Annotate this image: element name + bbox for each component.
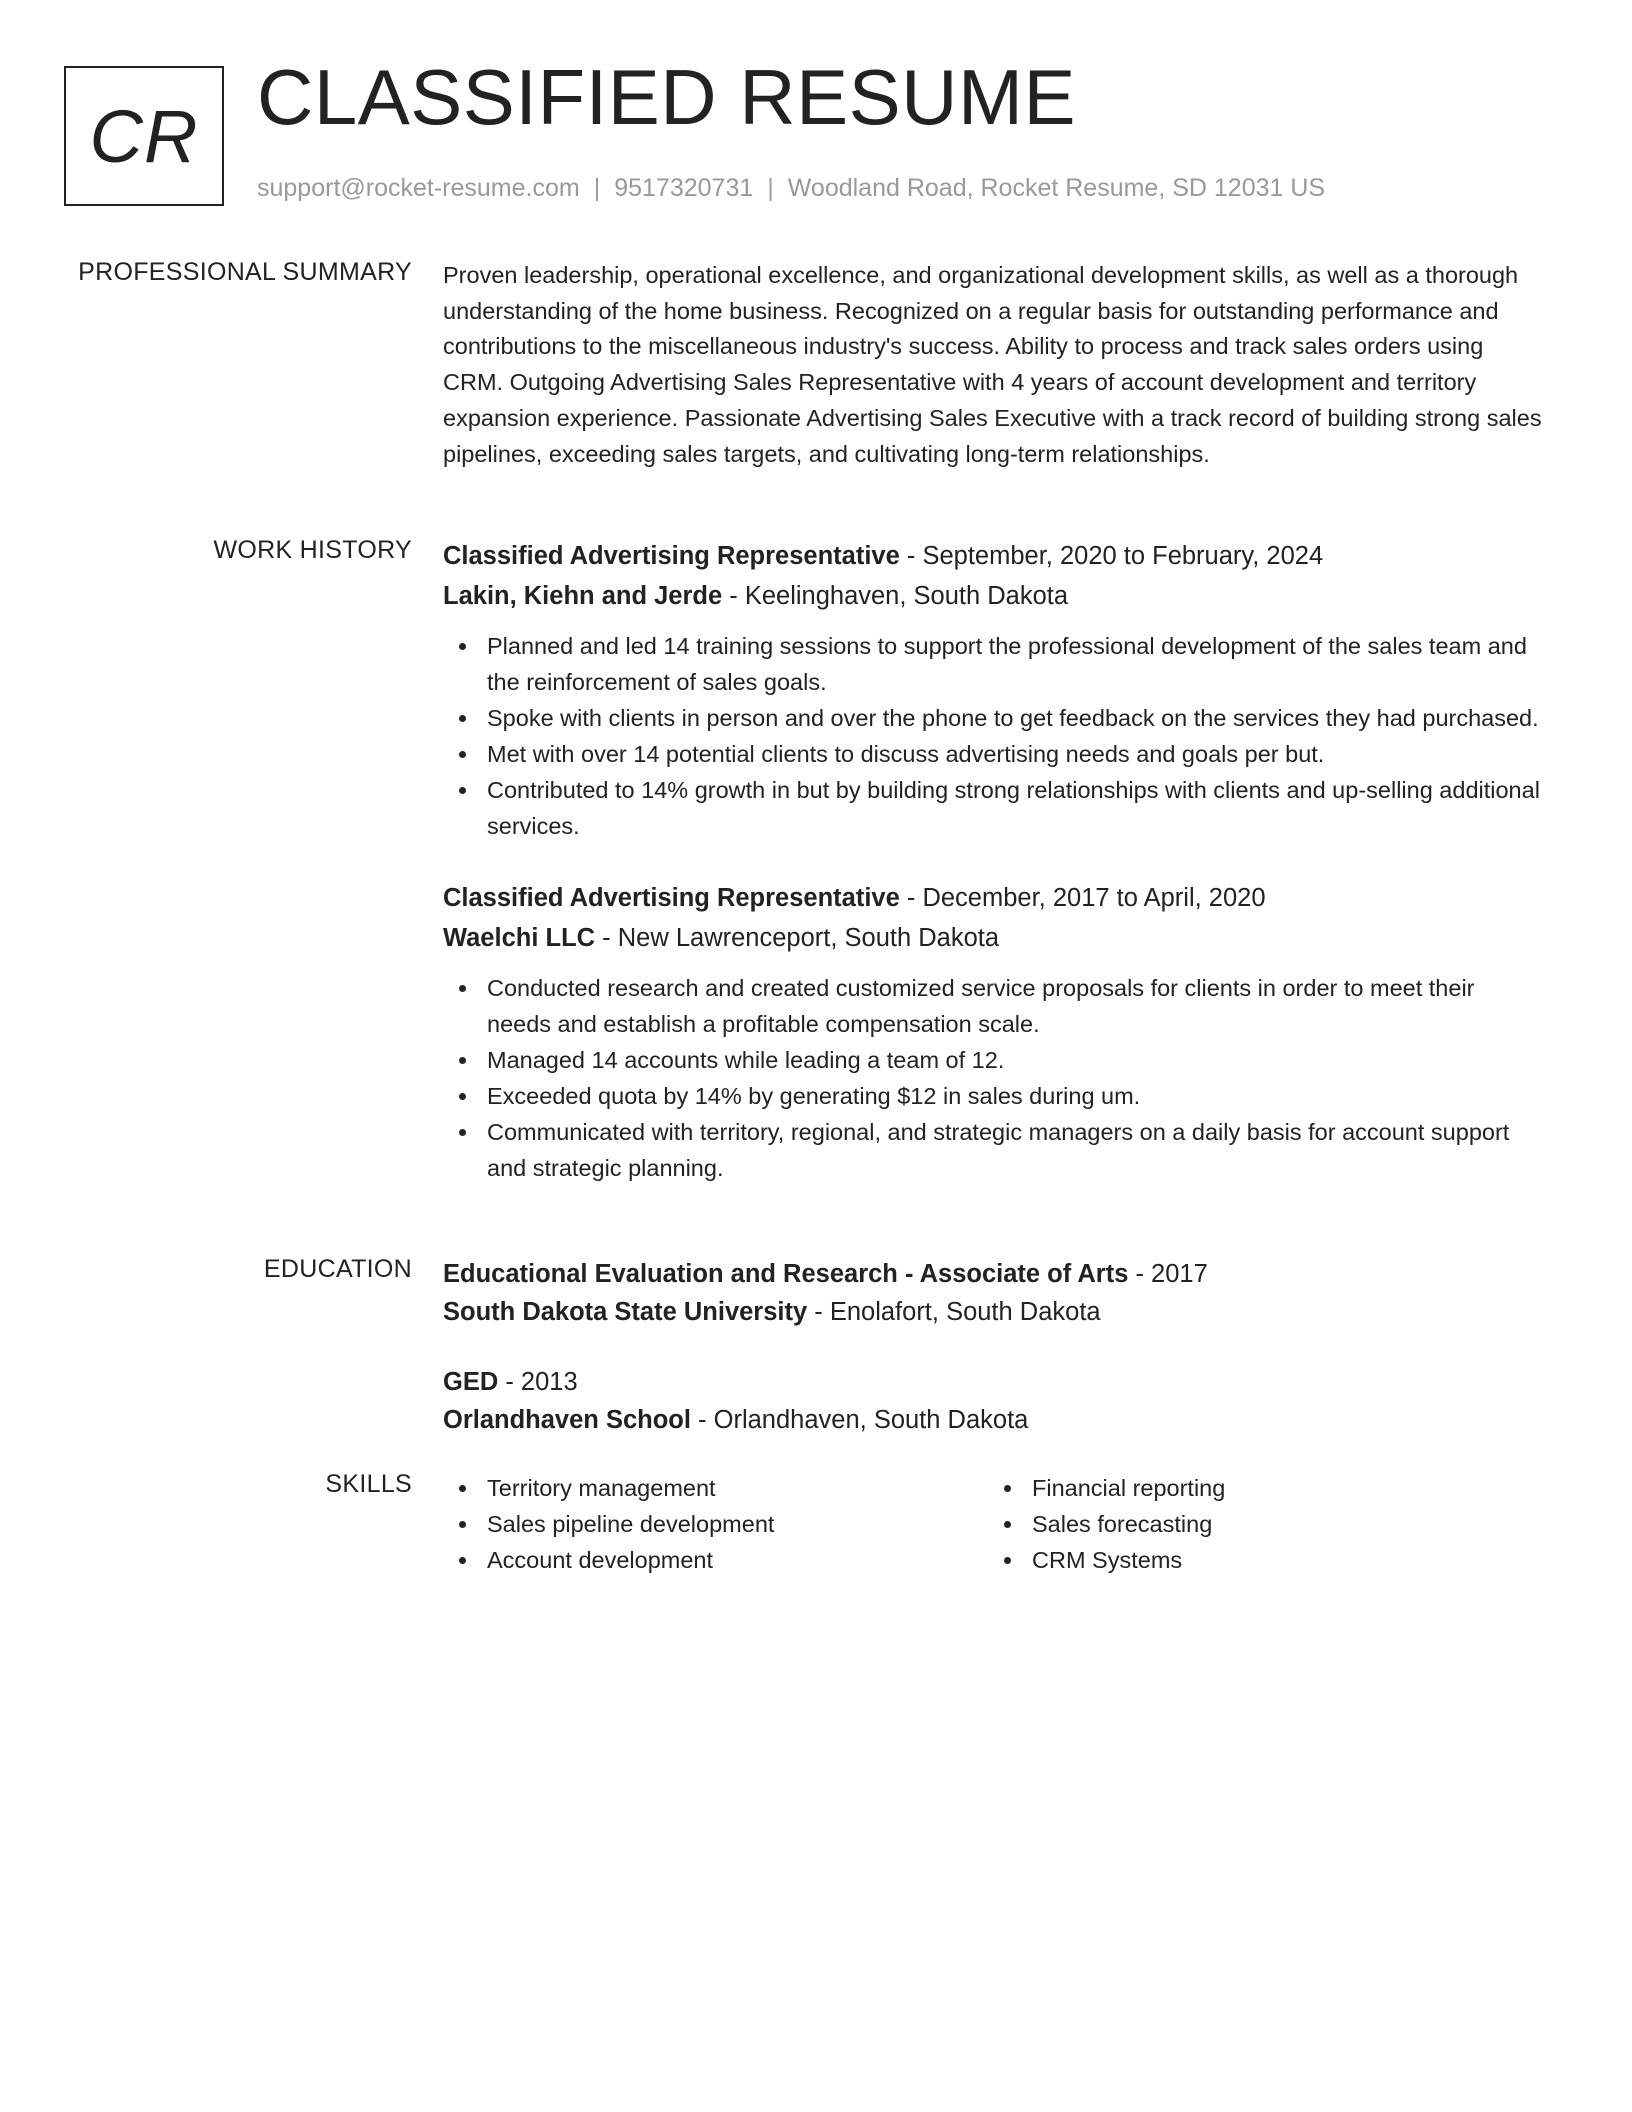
education-year: - 2013 xyxy=(498,1368,578,1396)
education-body xyxy=(443,1255,1543,1471)
job-location: - Keelinghaven, South Dakota xyxy=(722,582,1069,610)
job-bullet: Met with over 14 potential clients to discuss advertising needs and goals per but. xyxy=(443,736,1543,772)
resume-name: CLASSIFIED RESUME xyxy=(257,53,1077,141)
job-bullets xyxy=(443,628,1543,844)
skill-item: CRM Systems xyxy=(988,1542,1533,1578)
job-title-line xyxy=(443,878,1543,918)
contact-line xyxy=(257,174,1325,203)
job-bullet: Managed 14 accounts while leading a team of 12. xyxy=(443,1042,1543,1078)
education-degree: GED xyxy=(443,1368,499,1396)
education-degree: Educational Evaluation and Research - Associate of Arts xyxy=(443,1260,1129,1288)
job-company: Waelchi LLC xyxy=(443,924,596,952)
job-dates: - September, 2020 to February, 2024 xyxy=(899,542,1324,570)
job-company-line xyxy=(443,576,1543,616)
job-bullet: Contributed to 14% growth in but by building strong relationships with clients and up-selling additional services. xyxy=(443,772,1543,844)
education-year: - 2017 xyxy=(1128,1260,1208,1288)
job-company: Lakin, Kiehn and Jerde xyxy=(443,582,723,610)
job-company-line xyxy=(443,918,1543,958)
summary-text: Proven leadership, operational excellence, and organizational development skills, as well as a thorough understanding of the home business. Recognized on a regular basis for outstanding performance and contributions to the miscellaneous industry's success. Ability to process and track sales orders using CRM. Outgoing Advertising Sales Representative with 4 years of account development and territory expansion experience. Passionate Advertising Sales Executive with a track record of building strong sales pipelines, exceeding sales targets, and cultivating long-term relationships. xyxy=(443,262,1542,467)
job-location: - New Lawrenceport, South Dakota xyxy=(595,924,1000,952)
education-school-line xyxy=(443,1293,1543,1331)
education-heading: EDUCATION xyxy=(263,1255,412,1283)
skill-item: Sales forecasting xyxy=(988,1506,1533,1542)
education-school: South Dakota State University xyxy=(443,1298,808,1326)
skills-column-left xyxy=(443,1470,988,1578)
skill-item: Account development xyxy=(443,1542,988,1578)
education-location: - Enolafort, South Dakota xyxy=(807,1298,1101,1326)
education-degree-line xyxy=(443,1363,1543,1401)
job-entry xyxy=(443,536,1543,844)
job-bullets xyxy=(443,970,1543,1186)
summary-body xyxy=(443,258,1543,472)
job-bullet: Planned and led 14 training sessions to support the professional development of the sales team and the reinforcement of sales goals. xyxy=(443,628,1543,700)
contact-separator: | xyxy=(593,174,601,202)
job-bullet: Communicated with territory, regional, and strategic managers on a daily basis for account support and strategic planning. xyxy=(443,1114,1543,1186)
skills-body xyxy=(443,1470,1543,1578)
job-bullet: Conducted research and created customized service proposals for clients in order to meet their needs and establish a profitable compensation scale. xyxy=(443,970,1543,1042)
job-role: Classified Advertising Representative xyxy=(443,542,900,570)
job-dates: - December, 2017 to April, 2020 xyxy=(899,884,1266,912)
education-degree-line xyxy=(443,1255,1543,1293)
skills-grid xyxy=(443,1470,1543,1578)
monogram-box xyxy=(64,66,224,206)
work-body xyxy=(443,536,1543,1220)
skill-item: Territory management xyxy=(443,1470,988,1506)
education-school-line xyxy=(443,1401,1543,1439)
contact-email: support@rocket-resume.com xyxy=(257,174,580,202)
skill-item: Sales pipeline development xyxy=(443,1506,988,1542)
summary-heading: PROFESSIONAL SUMMARY xyxy=(78,258,412,286)
education-location: - Orlandhaven, South Dakota xyxy=(690,1406,1029,1434)
skills-column-right xyxy=(988,1470,1533,1578)
education-school: Orlandhaven School xyxy=(443,1406,691,1434)
job-entry xyxy=(443,878,1543,1186)
monogram-initials: CR xyxy=(89,94,199,178)
job-bullet: Exceeded quota by 14% by generating $12 in sales during um. xyxy=(443,1078,1543,1114)
skills-heading: SKILLS xyxy=(325,1470,412,1498)
education-entry xyxy=(443,1255,1543,1331)
education-entry xyxy=(443,1363,1543,1439)
job-role: Classified Advertising Representative xyxy=(443,884,900,912)
work-heading: WORK HISTORY xyxy=(213,536,412,564)
contact-phone: 9517320731 xyxy=(614,174,754,202)
contact-separator: | xyxy=(767,174,774,202)
job-title-line xyxy=(443,536,1543,576)
contact-address: Woodland Road, Rocket Resume, SD 12031 US xyxy=(787,174,1326,202)
skill-item: Financial reporting xyxy=(988,1470,1533,1506)
job-bullet: Spoke with clients in person and over the phone to get feedback on the services they had purchased. xyxy=(443,700,1543,736)
